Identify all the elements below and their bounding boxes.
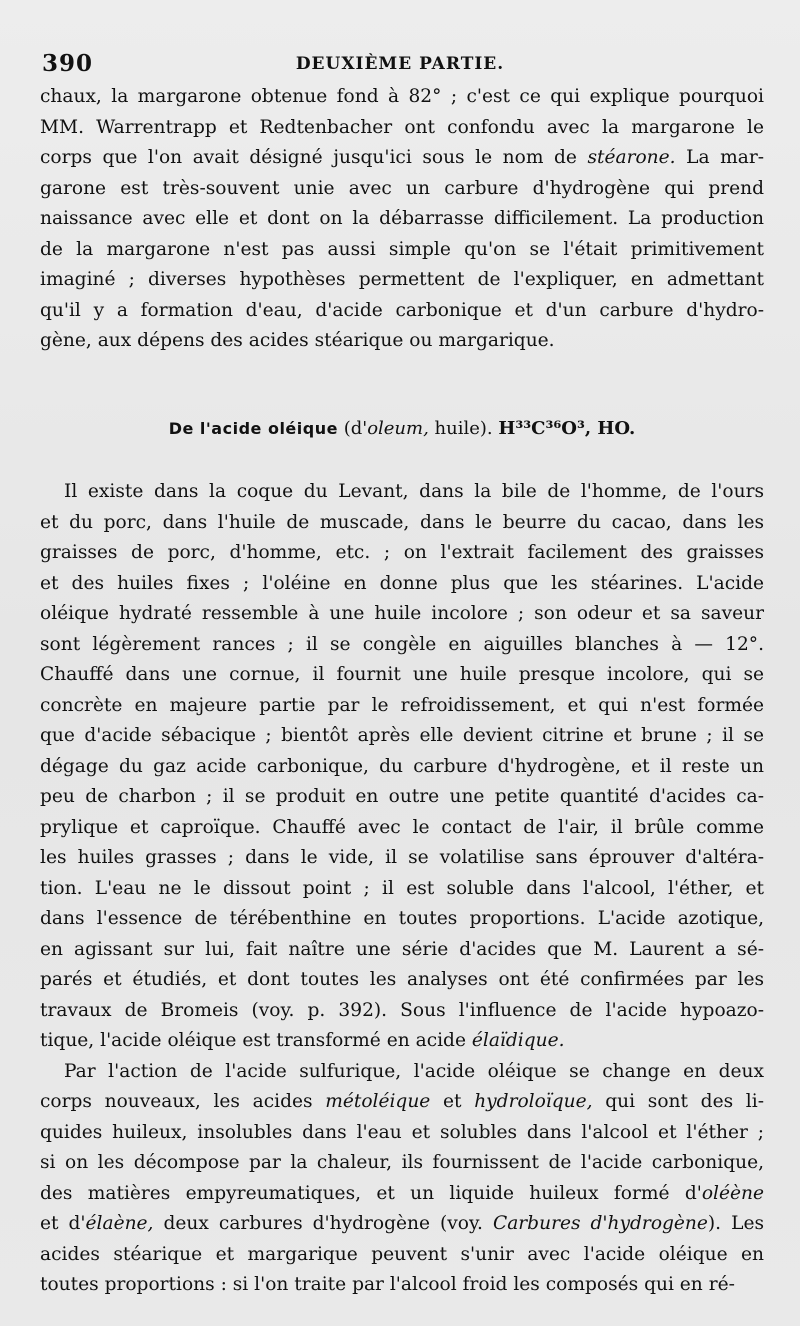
text-line: des matières empyreumatiques, et un liquide huileux formé d'oléène <box>40 1182 764 1204</box>
text-line: qu'il y a formation d'eau, d'acide carbonique et d'un carbure d'hydro- <box>40 299 764 321</box>
text-line: et des huiles fixes ; l'oléine en donne plus que les stéarines. L'acide <box>40 572 764 594</box>
text-line: gène, aux dépens des acides stéarique ou margarique. <box>40 330 555 351</box>
section-title: De l'acide oléique <box>168 419 338 438</box>
text-line: toutes proportions : si l'on traite par l'alcool froid les composés qui en ré- <box>40 1274 735 1295</box>
paragraph-oleic-properties <box>40 477 764 1057</box>
text-line: corps nouveaux, les acides métoléique et hydroloïque, qui sont des li- <box>40 1091 764 1112</box>
text-line: et du porc, dans l'huile de muscade, dans le beurre du cacao, dans les <box>40 511 764 533</box>
text-line: Il existe dans la coque du Levant, dans la bile de l'homme, de l'ours <box>64 481 764 502</box>
text-line: si on les décompose par la chaleur, ils fournissent de l'acide carbonique, <box>40 1152 764 1173</box>
text-line: dégage du gaz acide carbonique, du carbure d'hydrogène, et il reste un <box>40 755 764 777</box>
page-header <box>42 50 758 80</box>
text-line: garone est très-souvent unie avec un carbure d'hydrogène qui prend <box>40 177 764 199</box>
text-line: et d'élaène, deux carbures d'hydrogène (voy. Carbures d'hydrogène). Les <box>40 1213 764 1234</box>
paragraph-margarone <box>40 82 764 357</box>
text-line: graisses de porc, d'homme, etc. ; on l'extrait facilement des graisses <box>40 542 764 563</box>
page-number: 390 <box>42 50 94 77</box>
text-line: tion. L'eau ne le dissout point ; il est soluble dans l'alcool, l'éther, et <box>40 877 764 899</box>
chemical-formula: H³³C³⁶O³, HO. <box>498 418 636 439</box>
text-line: oléique hydraté ressemble à une huile incolore ; son odeur et sa saveur <box>40 603 764 624</box>
text-line: quides huileux, insolubles dans l'eau et solubles dans l'alcool et l'éther ; <box>40 1121 764 1143</box>
text-line: chaux, la margarone obtenue fond à 82° ; c'est ce qui explique pourquoi <box>40 86 764 107</box>
text-line: sont légèrement rances ; il se congèle en aiguilles blanches à — 12°. <box>40 633 764 655</box>
text-line: parés et étudiés, et dont toutes les analyses ont été confirmées par les <box>40 969 764 990</box>
text-line: les huiles grasses ; dans le vide, il se volatilise sans éprouver d'altéra- <box>40 847 764 868</box>
main-body <box>40 477 764 1301</box>
text-line: acides stéarique et margarique peuvent s'unir avec l'acide oléique en <box>40 1243 764 1265</box>
text-line: concrète en majeure partie par le refroidissement, et qui n'est formée <box>40 694 764 716</box>
text-line: imaginé ; diverses hypothèses permettent de l'expliquer, en admettant <box>40 269 764 290</box>
text-line: en agissant sur lui, fait naître une série d'acides que M. Laurent a sé- <box>40 938 764 960</box>
text-line: corps que l'on avait désigné jusqu'ici sous le nom de stéarone. La mar- <box>40 147 764 168</box>
running-head: DEUXIÈME PARTIE. <box>295 54 505 74</box>
text-line: dans l'essence de térébenthine en toutes proportions. L'acide azotique, <box>40 908 764 929</box>
paragraph-sulfuric-action <box>40 1057 764 1301</box>
text-line: de la margarone n'est pas aussi simple qu'on se l'était primitivement <box>40 238 764 260</box>
text-line: que d'acide sébacique ; bientôt après elle devient citrine et brune ; il se <box>40 725 764 746</box>
text-line: prylique et caproïque. Chauffé avec le contact de l'air, il brûle comme <box>40 816 764 838</box>
text-line: travaux de Bromeis (voy. p. 392). Sous l'influence de l'acide hypoazo- <box>40 999 764 1021</box>
section-heading-oleic-acid <box>40 418 764 449</box>
text-line: Chauffé dans une cornue, il fournit une huile presque incolore, qui se <box>40 664 764 685</box>
text-line: tique, l'acide oléique est transformé en acide élaïdique. <box>40 1030 565 1051</box>
text-line: MM. Warrentrapp et Redtenbacher ont confondu avec la margarone le <box>40 116 764 138</box>
text-line: Par l'action de l'acide sulfurique, l'acide oléique se change en deux <box>64 1060 764 1082</box>
text-line: naissance avec elle et dont on la débarrasse difficilement. La production <box>40 208 764 229</box>
etymology: (d'oleum, huile). <box>343 418 493 439</box>
text-line: peu de charbon ; il se produit en outre une petite quantité d'acides ca- <box>40 786 764 807</box>
